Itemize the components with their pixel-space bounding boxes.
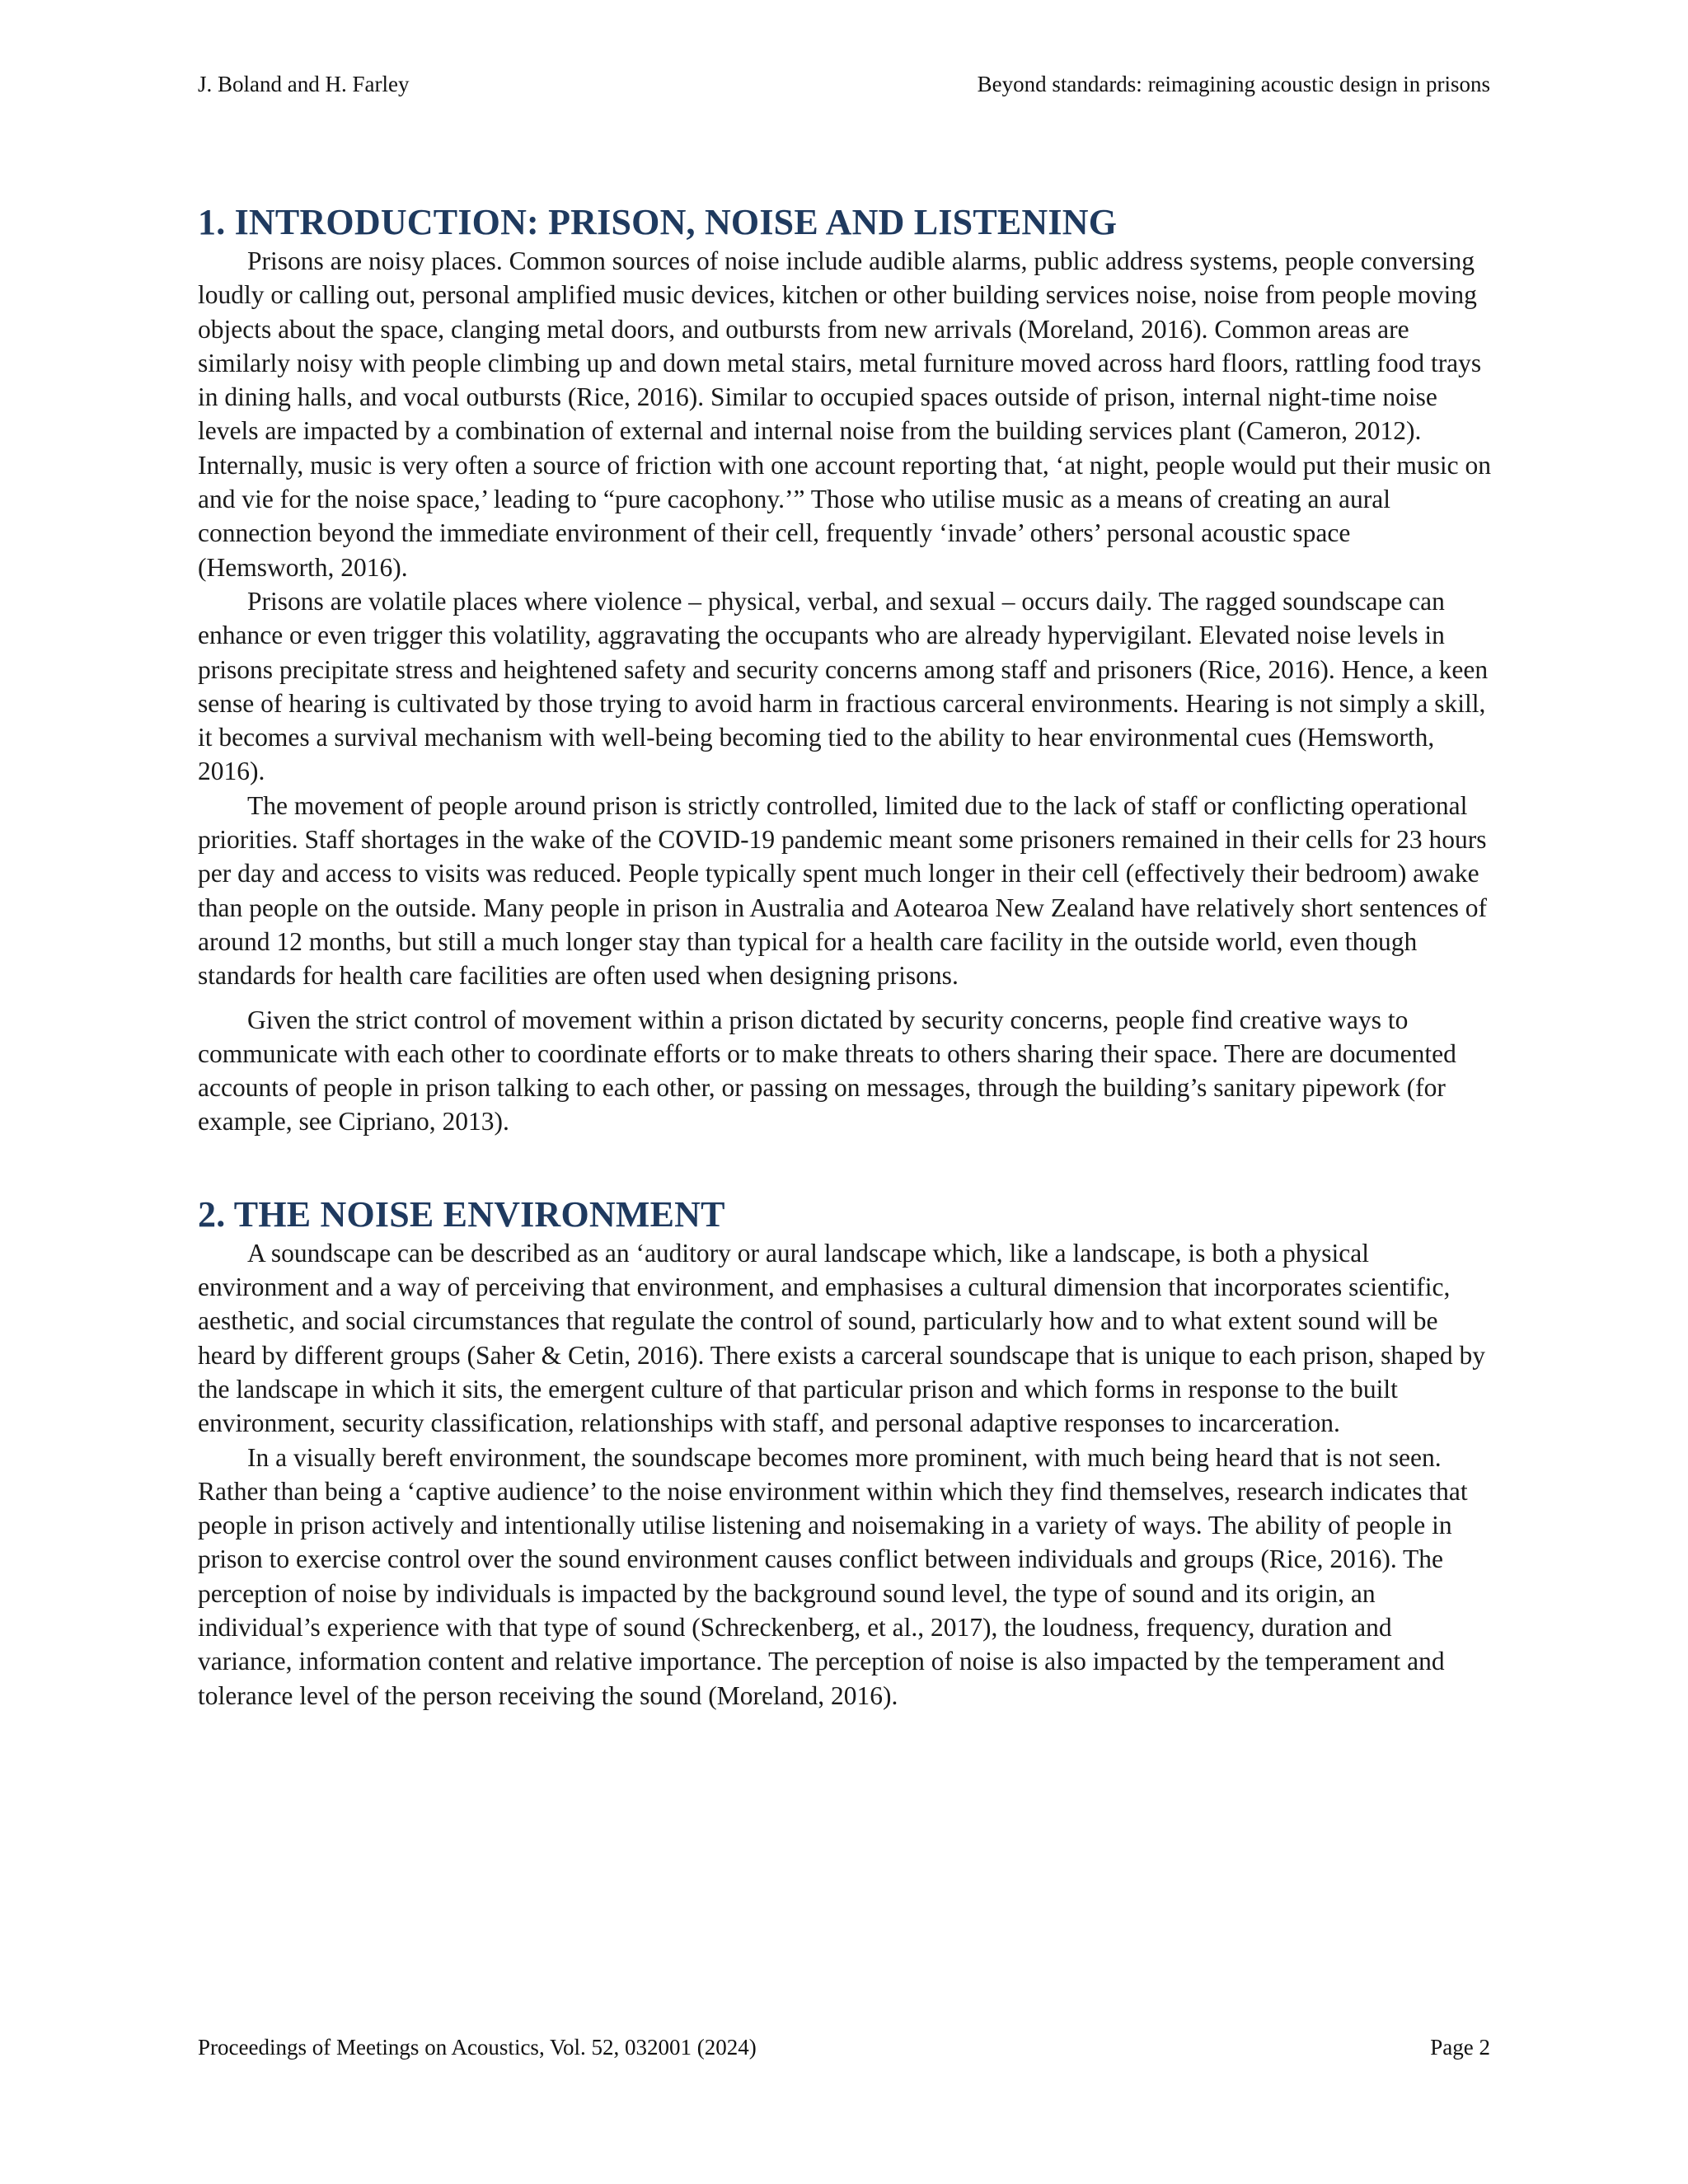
section-heading: 2. THE NOISE ENVIRONMENT (198, 1193, 725, 1235)
page-footer (198, 2034, 1490, 2060)
body-paragraph: Prisons are noisy places. Common sources of noise include audible alarms, public address systems, people conversing loudly or calling out, personal amplified music devices, kitchen or other building services noise, noise from people moving objects about the space, clanging metal doors, and outbursts from new arrivals (Moreland, 2016). Common areas are similarly noisy with people climbing up and down metal stairs, metal furniture moved across hard floors, rattling food trays in dining halls, and vocal outbursts (Rice, 2016). Similar to occupied spaces outside of prison, internal night-time noise levels are impacted by a combination of external and internal noise from the building services plant (Cameron, 2012). Internally, music is very often a source of friction with one account reporting that, ‘at night, people would put their music on and vie for the noise space,’ leading to “pure cacophony.’” Those who utilise music as a means of creating an aural connection beyond the immediate environment of their cell, frequently ‘invade’ others’ personal acoustic space (Hemsworth, 2016). (198, 246, 1492, 582)
section-heading: 1. INTRODUCTION: PRISON, NOISE AND LISTENING (198, 202, 1118, 242)
body-paragraph: Prisons are volatile places where violence – physical, verbal, and sexual – occurs daily. The ragged soundscape can enhance or even trigger this volatility, aggravating the occupants who are already hypervigilant. Elevated noise levels in prisons precipitate stress and heightened safety and security concerns among staff and prisoners (Rice, 2016). Hence, a keen sense of hearing is cultivated by those trying to avoid harm in fractious carceral environments. Hearing is not simply a skill, it becomes a survival mechanism with well-being becoming tied to the ability to hear environmental cues (Hemsworth, 2016). (198, 586, 1489, 786)
section-noise-environment (198, 1193, 1492, 1713)
article-body (198, 201, 1492, 1713)
page-number: Page 2 (1430, 2035, 1490, 2060)
body-paragraph: Given the strict control of movement within a prison dictated by security concerns, people find creative ways to communicate with each other to coordinate efforts or to make threats to others sharing their space. There are documented accounts of people in prison talking to each other, or passing on messages, through the building’s sanitary pipework (for example, see Cipriano, 2013). (198, 1005, 1456, 1137)
footer-citation: Proceedings of Meetings on Acoustics, Vol. 52, 032001 (2024) (198, 2035, 757, 2060)
section-introduction (198, 201, 1492, 1139)
running-header (198, 71, 1490, 97)
header-authors: J. Boland and H. Farley (198, 72, 410, 96)
body-paragraph: The movement of people around prison is strictly controlled, limited due to the lack of staff or conflicting operational priorities. Staff shortages in the wake of the COVID-19 pandemic meant some prisoners remained in their cells for 23 hours per day and access to visits was reduced. People typically spent much longer in their cell (effectively their bedroom) awake than people on the outside. Many people in prison in Australia and Aotearoa New Zealand have relatively short sentences of around 12 months, but still a much longer stay than typical for a health care facility in the outside world, even though standards for health care facilities are often used when designing prisons. (198, 790, 1488, 991)
body-paragraph: A soundscape can be described as an ‘auditory or aural landscape which, like a landscape, is both a physical environment and a way of perceiving that environment, and emphasises a cultural dimension that incorporates scientific, aesthetic, and social circumstances that regulate the control of sound, particularly how and to what extent sound will be heard by different groups (Saher & Cetin, 2016). There exists a carceral soundscape that is unique to each prison, shaped by the landscape in which it sits, the emergent culture of that particular prison and which forms in response to the built environment, security classification, relationships with staff, and personal adaptive responses to incarceration. (198, 1238, 1485, 1438)
header-short-title: Beyond standards: reimagining acoustic design in prisons (977, 72, 1490, 96)
body-paragraph: In a visually bereft environment, the soundscape becomes more prominent, with much being heard that is not seen. Rather than being a ‘captive audience’ to the noise environment within which they find themselves, research indicates that people in prison actively and intentionally utilise listening and noisemaking in a variety of ways. The ability of people in prison to exercise control over the sound environment causes conflict between individuals and groups (Rice, 2016). The perception of noise by individuals is impacted by the background sound level, the type of sound and its origin, an individual’s experience with that type of sound (Schreckenberg, et al., 2017), the loudness, frequency, duration and variance, information content and relative importance. The perception of noise is also impacted by the temperament and tolerance level of the person receiving the sound (Moreland, 2016). (198, 1442, 1468, 1710)
